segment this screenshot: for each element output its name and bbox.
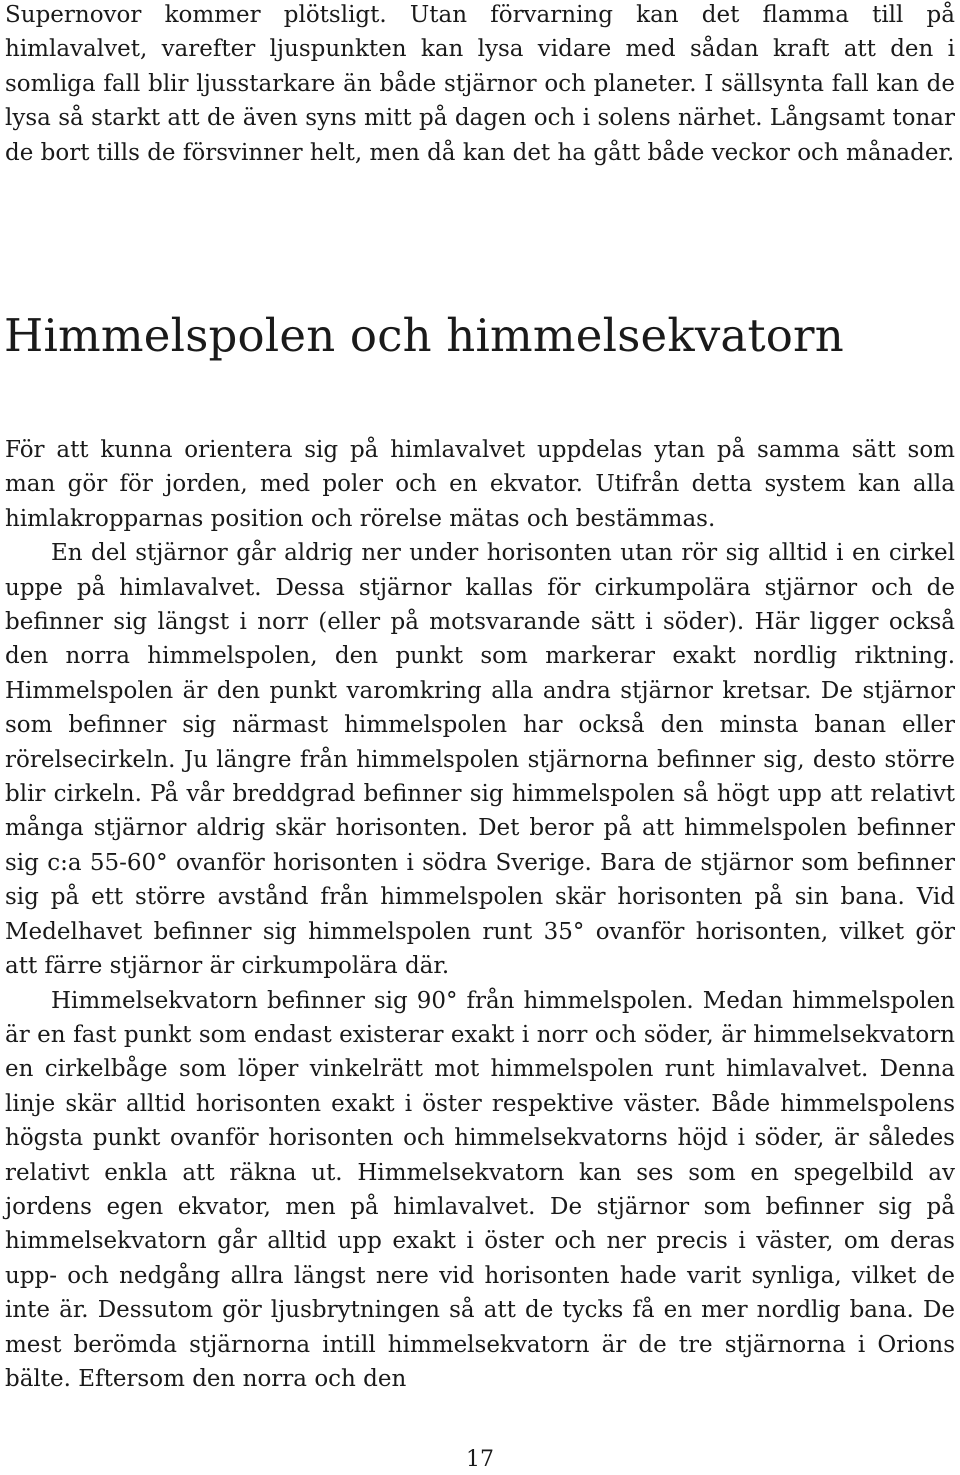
page-number: 17 bbox=[466, 1447, 494, 1472]
body-paragraph-1: För att kunna orientera sig på himlavalvet uppdelas ytan på samma sätt som man gör för jorden, med poler och en ekvator. Utifrån detta system kan alla himlakropparnas position och rörelse mätas och bestämmas. bbox=[5, 437, 955, 532]
body-paragraph-3: Himmelsekvatorn befinner sig 90° från himmelspolen. Medan himmelspolen är en fast punkt som endast existerar exakt i norr och söder, är himmelsekvatorn en cirkelbåge som löper vinkelrätt mot himmelspolen runt himlavalvet. Denna linje skär alltid horisonten exakt i öster respektive väster. Både himmelspolens högsta punkt ovanför horisonten och himmelsekvatorns höjd i söder, är således relativt enkla att räkna ut. Himmelsekvatorn kan ses som en spegelbild av jordens egen ekvator, men på himlavalvet. De stjärnor som befinner sig på himmelsekvatorn går alltid upp exakt i öster och ner precis i väster, om deras upp- och nedgång allra längst nere vid horisonten hade varit synliga, vilket de inte är. Dessutom gör ljusbrytningen så att de tycks få en mer nordlig bana. De mest berömda stjärnorna intill himmelsekvatorn är de tre stjärnorna i Orions bälte. Eftersom den norra och den bbox=[5, 987, 955, 1392]
section-heading: Himmelspolen och himmelsekvatorn bbox=[4, 309, 844, 362]
body-paragraph-2: En del stjärnor går aldrig ner under horisonten utan rör sig alltid i en cirkel uppe på himlavalvet. Dessa stjärnor kallas för cirkumpolära stjärnor och de befinner sig längst i norr (eller på motsvarande sätt i söder). Här ligger också den norra himmelspolen, den punkt som markerar exakt nordlig riktning. Himmelspolen är den punkt varomkring alla andra stjärnor kretsar. De stjärnor som befinner sig närmast himmelspolen har också den minsta banan eller rörelsecirkeln. Ju längre från himmelspolen stjärnorna befinner sig, desto större blir cirkeln. På vår breddgrad befinner sig himmelspolen så högt upp att relativt många stjärnor aldrig skär horisonten. Det beror på att himmelspolen befinner sig c:a 55-60° ovanför horisonten i södra Sverige. Bara de stjärnor som befinner sig på ett större avstånd från himmelspolen skär horisonten på sin bana. Vid Medelhavet befinner sig himmelspolen runt 35° ovanför horisonten, vilket gör att färre stjärnor är cirkumpolära där. bbox=[5, 540, 955, 980]
intro-paragraph: Supernovor kommer plötsligt. Utan förvarning kan det flamma till på himlavalvet, varefter ljuspunkten kan lysa vidare med sådan kraft att den i somliga fall blir ljusstarkare än både stjärnor och planeter. I sällsynta fall kan de lysa så starkt att de även syns mitt på dagen och i solens närhet. Långsamt tonar de bort tills de försvinner helt, men då kan det ha gått både veckor och månader. bbox=[5, 2, 955, 166]
section-body bbox=[5, 433, 955, 1396]
